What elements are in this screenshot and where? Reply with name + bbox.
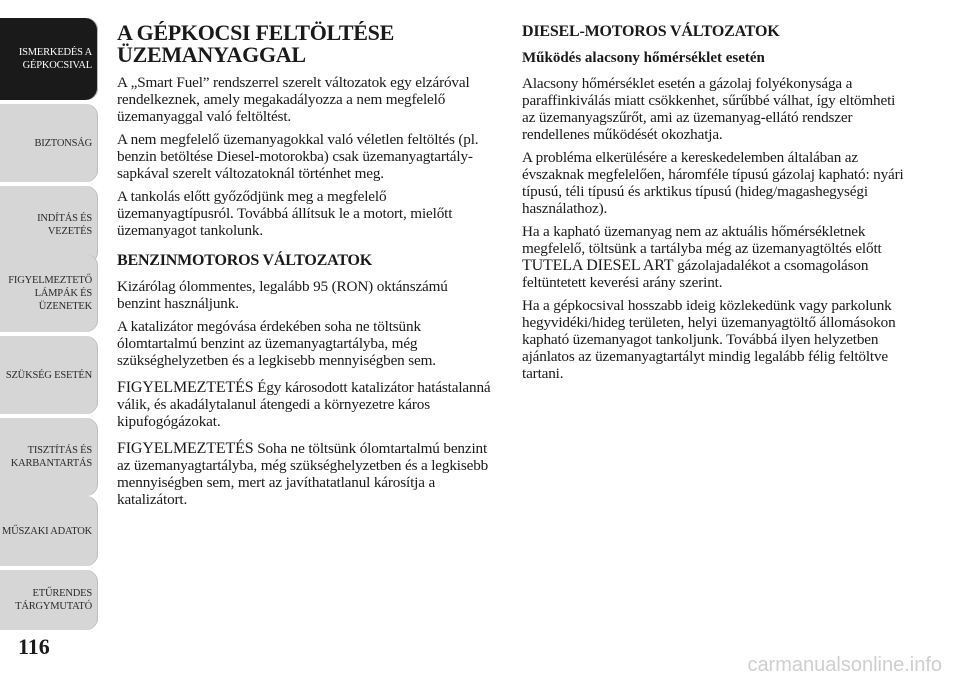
paragraph: A „Smart Fuel” rendszerrel szerelt változatok egy elzáróval rendelkeznek, amely megakadályozza a nem megfelelő üzemanyaggal való feltöltést. — [117, 74, 470, 125]
tab-muszaki[interactable]: MŰSZAKI ADATOK — [0, 496, 98, 566]
paragraph: A nem megfelelő üzemanyagokkal való véletlen feltöltés (pl. benzin betöltése Diesel-motorokba) csak üzemanyagtartály-sapkával szerelt változatoknál történhet meg. — [117, 131, 479, 182]
right-column — [522, 22, 908, 388]
paragraph-text: gázolajadalékot a csomagoláson feltüntetett keverési arány szerint. — [522, 257, 869, 291]
page-title: A GÉPKOCSI FELTÖLTÉSE ÜZEMANYAGGAL — [117, 20, 394, 67]
tab-tisztitas[interactable]: TISZTÍTÁS ÉS KARBANTARTÁS — [0, 418, 98, 496]
warning-paragraph — [117, 379, 495, 430]
page-number: 116 — [18, 634, 50, 659]
product-name: TUTELA DIESEL ART — [522, 257, 674, 274]
tab-betureendes[interactable]: ETŰRENDES TÁRGYMUTATÓ — [0, 570, 98, 630]
tab-figyelmezteto[interactable]: FIGYELMEZTETŐ LÁMPÁK ÉS ÜZENETEK — [0, 254, 98, 332]
paragraph: A probléma elkerülésére a kereskedelemben általában az évszaknak megfelelően, háromféle típusú gázolaj kapható: nyári típusú, téli típusú és arktikus típusú (hideg/magashegységi használathoz). — [522, 149, 904, 217]
watermark: carmanualsonline.info — [747, 654, 942, 676]
paragraph: A tankolás előtt győződjünk meg a megfelelő üzemanyagtípusról. Továbbá állítsuk le a motort, mielőtt üzemanyagot tankolunk. — [117, 188, 453, 239]
subsection-title: Működés alacsony hőmérséklet esetén — [522, 50, 765, 66]
tab-inditas[interactable]: INDÍTÁS ÉS VEZETÉS — [0, 186, 98, 264]
paragraph: Kizárólag ólommentes, legalább 95 (RON) oktánszámú benzint használjunk. — [117, 278, 448, 312]
warning-label: FIGYELMEZTETÉS — [117, 379, 254, 396]
tab-biztonsag[interactable]: BIZTONSÁG — [0, 104, 98, 182]
section-title-benzin: BENZINMOTOROS VÁLTOZATOK — [117, 252, 372, 269]
paragraph: Ha a gépkocsival hosszabb ideig közlekedünk vagy parkolunk hegyvidéki/hideg területen, helyi üzemanyagtöltő állomásokon kapható üzemanyagot tankoljunk. Továbbá ilyen helyzetben ajánlatos az üzemanyagtartályt mindig legalább félig feltöltve tartani. — [522, 297, 896, 382]
section-title-diesel: DIESEL-MOTOROS VÁLTOZATOK — [522, 23, 780, 40]
chapter-tab-sidebar — [0, 0, 100, 686]
paragraph — [522, 223, 908, 291]
warning-label: FIGYELMEZTETÉS — [117, 440, 254, 457]
warning-text: Égy károsodott katalizátor hatástalanná válik, és akadálytalanul átengedi a környezetre káros kipufogógázokat. — [117, 379, 491, 430]
paragraph: Alacsony hőmérséklet esetén a gázolaj folyékonysága a paraffinkiválás miatt csökkenhet, sűrűbbé válhat, így eltömheti az üzemanyagszűrőt, ami az üzemanyag-ellátó rendszer rendellenes működését okozhatja. — [522, 75, 896, 143]
warning-text: Soha ne töltsünk ólomtartalmú benzint az üzemanyagtartályba, még szükséghelyzetben és a legkisebb mennyiségben sem, mert az javíthatatlanul károsítja a katalizátort. — [117, 440, 489, 508]
tab-ismerkedes[interactable]: ISMERKEDÉS A GÉPKOCSIVAL — [0, 18, 98, 100]
tab-szukseg[interactable]: SZÜKSÉG ESETÉN — [0, 336, 98, 414]
warning-paragraph — [117, 440, 495, 508]
paragraph: A katalizátor megóvása érdekében soha ne töltsünk ólomtartalmú benzint az üzemanyagtartályba, még szükséghelyzetben és a legkisebb mennyiségben sem. — [117, 318, 436, 369]
left-column — [117, 22, 495, 514]
paragraph-text: Ha a kapható üzemanyag nem az aktuális hőmérsékletnek megfelelő, töltsünk a tartályba még az üzemanyagtöltés előtt — [522, 223, 882, 257]
